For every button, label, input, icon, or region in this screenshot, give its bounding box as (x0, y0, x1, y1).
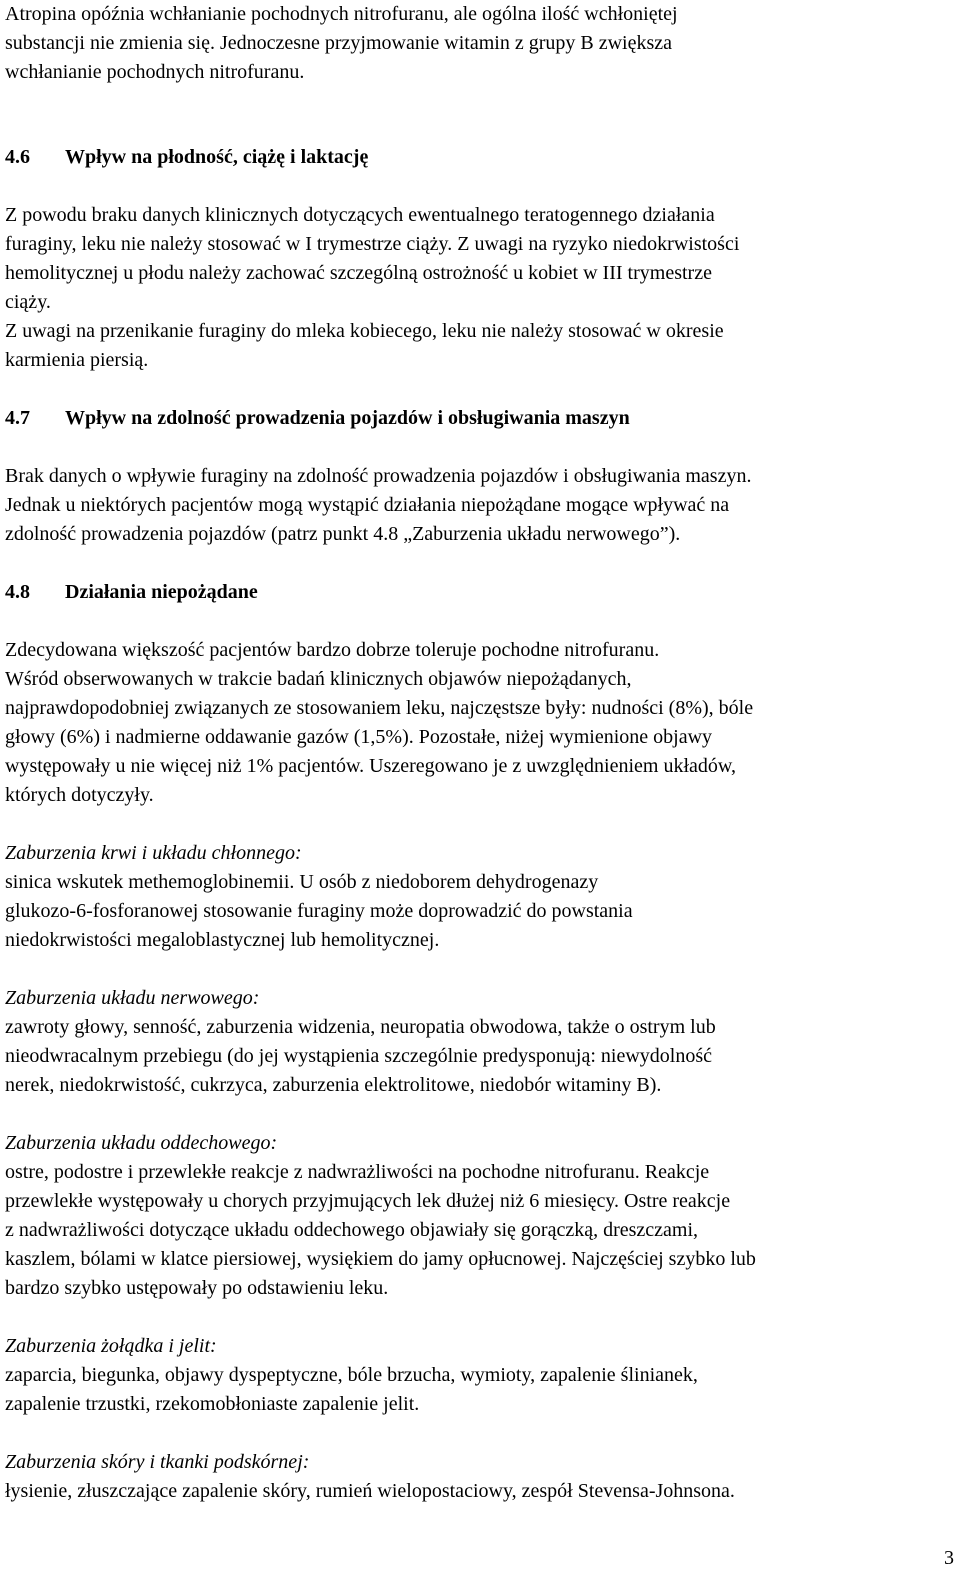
section-title: Wpływ na płodność, ciążę i laktację (65, 146, 369, 168)
paragraph-line: zdolność prowadzenia pojazdów (patrz punkt 4.8 „Zaburzenia układu nerwowego”). (5, 523, 681, 545)
paragraph-line: Z uwagi na przenikanie furaginy do mleka kobiecego, leku nie należy stosować w okresie (5, 320, 724, 342)
paragraph-line: ciąży. (5, 291, 51, 313)
section-heading-4-7 (5, 404, 630, 433)
paragraph-line: bardzo szybko ustępowały po odstawieniu leku. (5, 1277, 389, 1299)
paragraph-line: których dotyczyły. (5, 784, 154, 806)
subsection-title: Zaburzenia układu oddechowego: (5, 1132, 278, 1154)
paragraph-line: kaszlem, bólami w klatce piersiowej, wysiękiem do jamy opłucnowej. Najczęściej szybko lub (5, 1248, 756, 1270)
section-heading-4-6 (5, 143, 368, 172)
paragraph-line: najprawdopodobniej związanych ze stosowaniem leku, najczęstsze były: nudności (8%), bóle (5, 697, 754, 719)
paragraph-line: zaparcia, biegunka, objawy dyspeptyczne, bóle brzucha, wymioty, zapalenie ślinianek, (5, 1364, 698, 1386)
section-number: 4.8 (5, 581, 30, 603)
section-title: Wpływ na zdolność prowadzenia pojazdów i obsługiwania maszyn (65, 407, 630, 429)
page-number: 3 (944, 1547, 954, 1569)
section-number: 4.6 (5, 146, 30, 168)
intro-line: substancji nie zmienia się. Jednoczesne przyjmowanie witamin z grupy B zwiększa (5, 32, 673, 54)
intro-line: Atropina opóźnia wchłanianie pochodnych nitrofuranu, ale ogólna ilość wchłoniętej (5, 3, 678, 25)
paragraph-line: Jednak u niektórych pacjentów mogą wystąpić działania niepożądane mogące wpływać na (5, 494, 730, 516)
paragraph-line: Brak danych o wpływie furaginy na zdolność prowadzenia pojazdów i obsługiwania maszyn. (5, 465, 752, 487)
paragraph-line: sinica wskutek methemoglobinemii. U osób z niedoborem dehydrogenazy (5, 871, 599, 893)
section-number: 4.7 (5, 407, 30, 429)
paragraph-line: glukozo-6-fosforanowej stosowanie furaginy może doprowadzić do powstania (5, 900, 633, 922)
paragraph-line: niedokrwistości megaloblastycznej lub hemolitycznej. (5, 929, 440, 951)
subsection-title: Zaburzenia skóry i tkanki podskórnej: (5, 1451, 310, 1473)
paragraph-line: z nadwrażliwości dotyczące układu oddechowego objawiały się gorączką, dreszczami, (5, 1219, 699, 1241)
section-heading-4-8 (5, 578, 258, 607)
paragraph-line: zapalenie trzustki, rzekomobłoniaste zapalenie jelit. (5, 1393, 420, 1415)
paragraph-line: Wśród obserwowanych w trakcie badań klinicznych objawów niepożądanych, (5, 668, 632, 690)
paragraph-line: nieodwracalnym przebiegu (do jej wystąpienia szczególnie predysponują: niewydolność (5, 1045, 712, 1067)
paragraph-line: łysienie, złuszczające zapalenie skóry, rumień wielopostaciowy, zespół Stevensa-Johnsona. (5, 1480, 735, 1502)
paragraph-line: Zdecydowana większość pacjentów bardzo dobrze toleruje pochodne nitrofuranu. (5, 639, 660, 661)
paragraph-line: zawroty głowy, senność, zaburzenia widzenia, neuropatia obwodowa, także o ostrym lub (5, 1016, 716, 1038)
subsection-title: Zaburzenia układu nerwowego: (5, 987, 260, 1009)
intro-line: wchłanianie pochodnych nitrofuranu. (5, 61, 305, 83)
paragraph-line: nerek, niedokrwistość, cukrzyca, zaburzenia elektrolitowe, niedobór witaminy B). (5, 1074, 662, 1096)
paragraph-line: karmienia piersią. (5, 349, 149, 371)
paragraph-line: furaginy, leku nie należy stosować w I trymestrze ciąży. Z uwagi na ryzyko niedokrwistości (5, 233, 740, 255)
section-title: Działania niepożądane (65, 581, 258, 603)
paragraph-line: przewlekłe występowały u chorych przyjmujących lek dłużej niż 6 miesięcy. Ostre reakcje (5, 1190, 731, 1212)
paragraph-line: hemolitycznej u płodu należy zachować szczególną ostrożność u kobiet w III trymestrze (5, 262, 712, 284)
paragraph-line: ostre, podostre i przewlekłe reakcje z nadwrażliwości na pochodne nitrofuranu. Reakcje (5, 1161, 710, 1183)
paragraph-line: Z powodu braku danych klinicznych dotyczących ewentualnego teratogennego działania (5, 204, 715, 226)
paragraph-line: występowały u nie więcej niż 1% pacjentów. Uszeregowano je z uwzględnieniem układów, (5, 755, 737, 777)
subsection-title: Zaburzenia krwi i układu chłonnego: (5, 842, 302, 864)
paragraph-line: głowy (6%) i nadmierne oddawanie gazów (1,5%). Pozostałe, niżej wymienione objawy (5, 726, 713, 748)
subsection-title: Zaburzenia żołądka i jelit: (5, 1335, 217, 1357)
